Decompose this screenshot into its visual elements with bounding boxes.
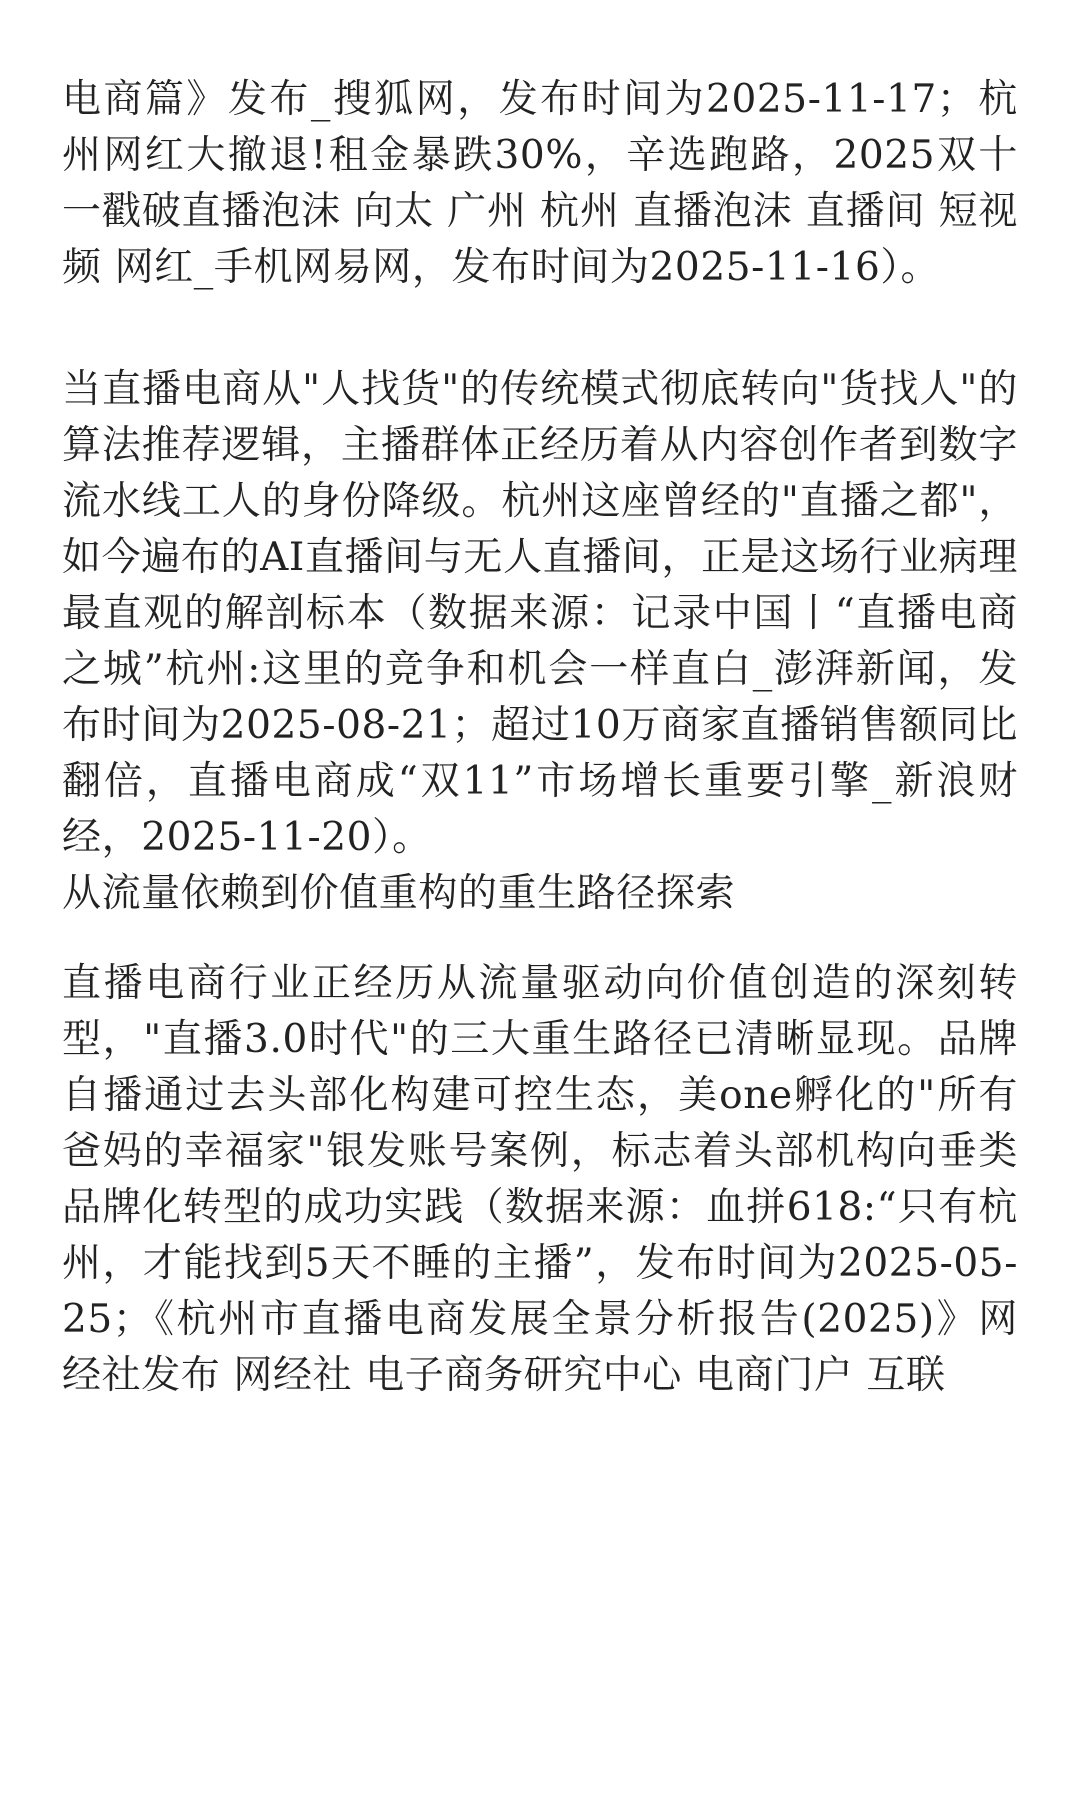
paragraph-hangzhou-livestream: 当直播电商从"人找货"的传统模式彻底转向"货找人"的算法推荐逻辑，主播群体正经历着从内容创作者到数字流水线工人的身份降级。杭州这座曾经的"直播之都"，如今遍布的AI直播间与无人直播间，正是这场行业病理最直观的解剖标本（数据来源：记录中国丨“直播电商之城”杭州:这里的竞争和机会一样直白_澎湃新闻，发布时间为2025-08-21；超过10万商家直播销售额同比翻倍，直播电商成“双11”市场增长重要引擎_新浪财经，2025-11-20）。 [62,367,1018,860]
paragraph-sources-continued: 电商篇》发布_搜狐网，发布时间为2025-11-17；杭州网红大撤退!租金暴跌30%，辛选跑路，2025双十一戳破直播泡沫 向太 广州 杭州 直播泡沫 直播间 短视频 网红_手机网易网，发布时间为2025-11-16）。 [62,77,1018,290]
paragraph-rebirth-paths: 直播电商行业正经历从流量驱动向价值创造的深刻转型，"直播3.0时代"的三大重生路径已清晰显现。品牌自播通过去头部化构建可控生态，美one孵化的"所有爸妈的幸福家"银发账号案例，标志着头部机构向垂类品牌化转型的成功实践（数据来源：血拼618:“只有杭州，才能找到5天不睡的主播”，发布时间为2025-05-25；《杭州市直播电商发展全景分析报告(2025)》网经社发布 网经社 电子商务研究中心 电商门户 互联 [62,961,1018,1398]
section-heading: 从流量依赖到价值重构的重生路径探索 [62,871,736,916]
